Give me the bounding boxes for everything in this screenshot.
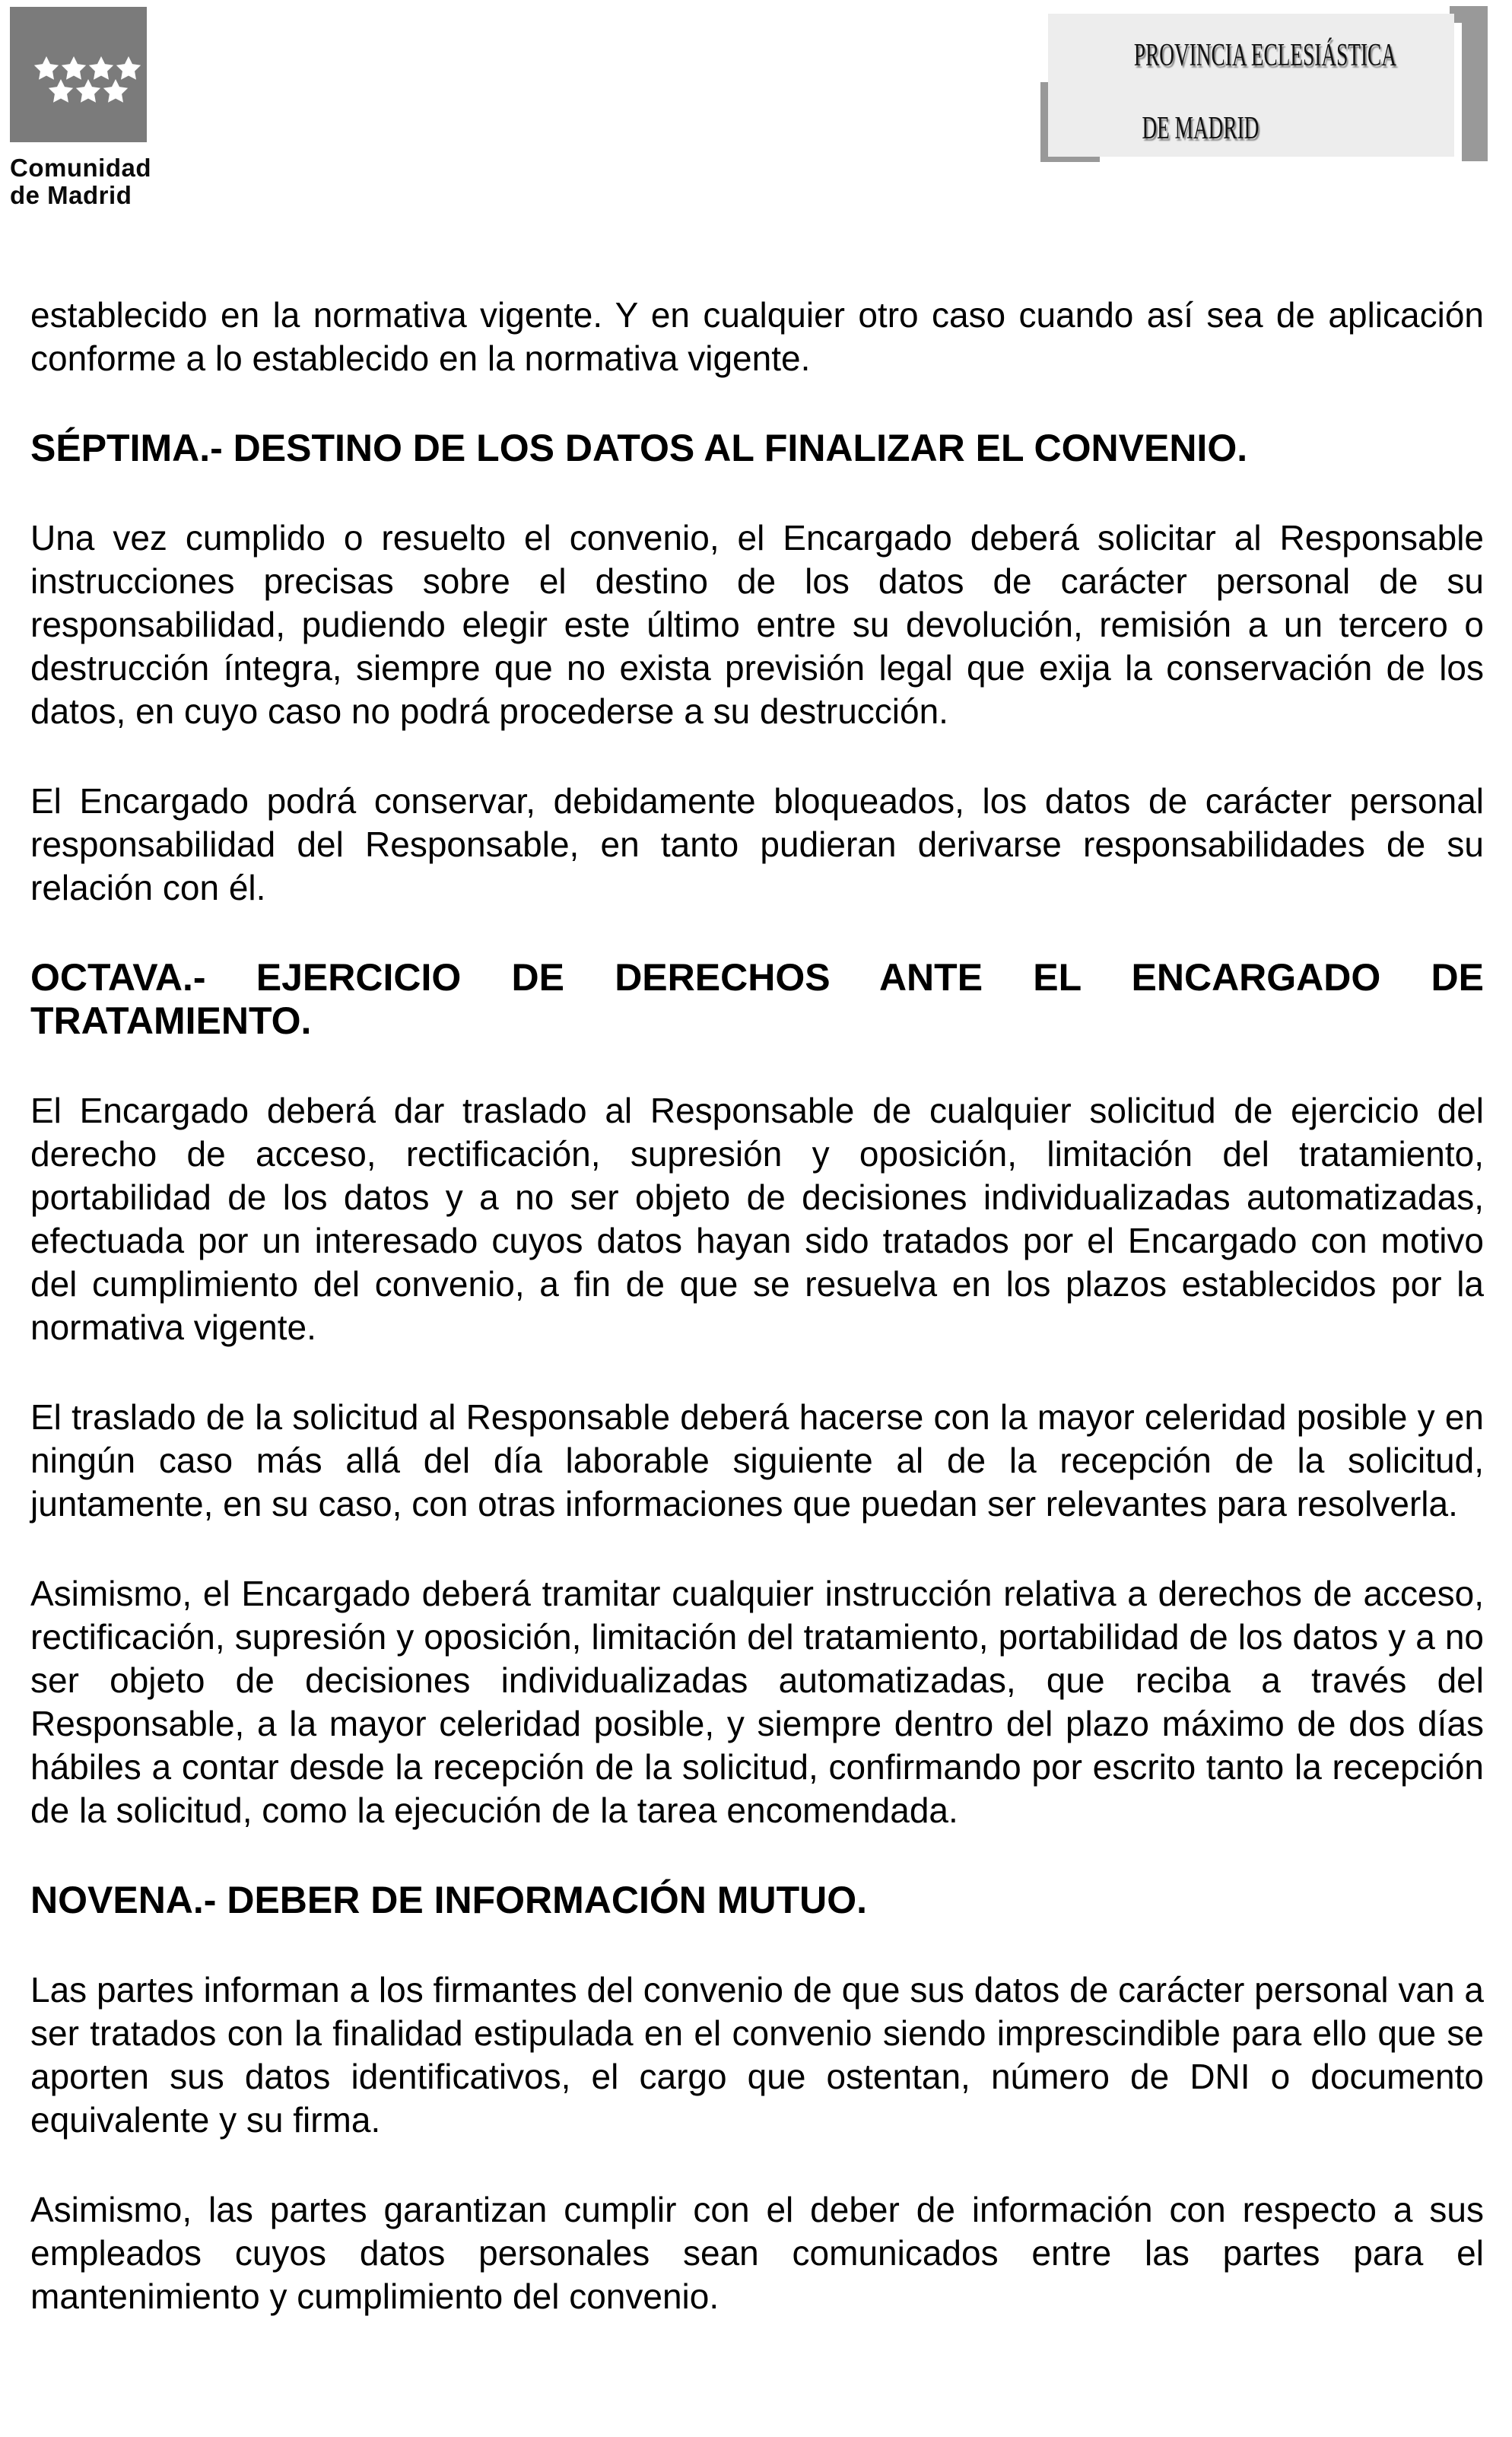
document-header: [0, 0, 1512, 209]
clause-heading-octava: OCTAVA.- EJERCICIO DE DERECHOS ANTE EL ENCARGADO DE TRATAMIENTO.: [30, 956, 1484, 1042]
org-title-line1: PROVINCIA ECLESIÁSTICA: [1133, 38, 1396, 73]
clause-paragraph: El Encargado podrá conservar, debidamente bloqueados, los datos de carácter personal responsabilidad del Responsable, en tanto pudieran derivarse responsabilidades de su relación con él.: [30, 781, 1484, 907]
clause-paragraph: Asimismo, el Encargado deberá tramitar cualquier instrucción relativa a derechos de acceso, rectificación, supresión y oposición, limitación del tratamiento, portabilidad de los datos y a no ser objeto de decisiones individualizadas automatizadas, que reciba a través del Responsable, a la mayor celeridad posible, y siempre dentro del plazo máximo de dos días hábiles a contar desde la recepción de la solicitud, confirmando por escrito tanto la recepción de la solicitud, como la ejecución de la tarea encomendada.: [30, 1574, 1484, 1830]
org-title-box: [1048, 14, 1454, 157]
clause-paragraph: establecido en la normativa vigente. Y en cualquier otro caso cuando así sea de aplicación conforme a lo establecido en la normativa vigente.: [30, 295, 1484, 378]
clause-paragraph: El Encargado deberá dar traslado al Responsable de cualquier solicitud de ejercicio del derecho de acceso, rectificación, supresión y oposición, limitación del tratamiento, portabilidad de los datos y a no ser objeto de decisiones individualizadas automatizadas, efectuada por un interesado cuyos datos hayan sido tratados por el Encargado con motivo del cumplimiento del convenio, a fin de que se resuelva en los plazos establecidos por la normativa vigente.: [30, 1091, 1484, 1347]
clause-paragraph: Las partes informan a los firmantes del convenio de que sus datos de carácter personal van a ser tratados con la finalidad estipulada en el convenio siendo imprescindible para ello que se aporten sus datos identificativos, el cargo que ostentan, número de DNI o documento equivalente y su firma.: [30, 1970, 1484, 2140]
clause-paragraph: El traslado de la solicitud al Responsable deberá hacerse con la mayor celeridad posible y en ningún caso más allá del día laborable siguiente al de la recepción de la solicitud, juntamente, en su caso, con otras informaciones que puedan ser relevantes para resolverla.: [30, 1397, 1484, 1524]
document-body: [0, 294, 1512, 2318]
org-title-line2: DE MADRID: [1142, 111, 1259, 146]
clause-heading-septima: SÉPTIMA.- DESTINO DE LOS DATOS AL FINALIZAR EL CONVENIO.: [30, 427, 1248, 469]
box-bracket-right-bar: [1462, 6, 1488, 161]
org-title-text: [1063, 14, 1396, 157]
clause-paragraph: Asimismo, las partes garantizan cumplir con el deber de información con respecto a sus empleados cuyos datos personales sean comunicados entre las partes para el mantenimiento y cumplimiento del convenio.: [30, 2190, 1484, 2316]
logo-caption-line2: de Madrid: [10, 181, 132, 209]
clause-paragraph: Una vez cumplido o resuelto el convenio, el Encargado deberá solicitar al Responsable instrucciones precisas sobre el destino de los datos de carácter personal de su responsabilidad, pudiendo elegir este último entre su devolución, remisión a un tercero o destrucción íntegra, siempre que no exista previsión legal que exija la conservación de los datos, en cuyo caso no podrá procederse a su destrucción.: [30, 518, 1484, 731]
clause-heading-novena: NOVENA.- DEBER DE INFORMACIÓN MUTUO.: [30, 1879, 867, 1921]
org-box-area: [0, 0, 1512, 205]
logo-caption-line1: Comunidad: [10, 154, 151, 182]
